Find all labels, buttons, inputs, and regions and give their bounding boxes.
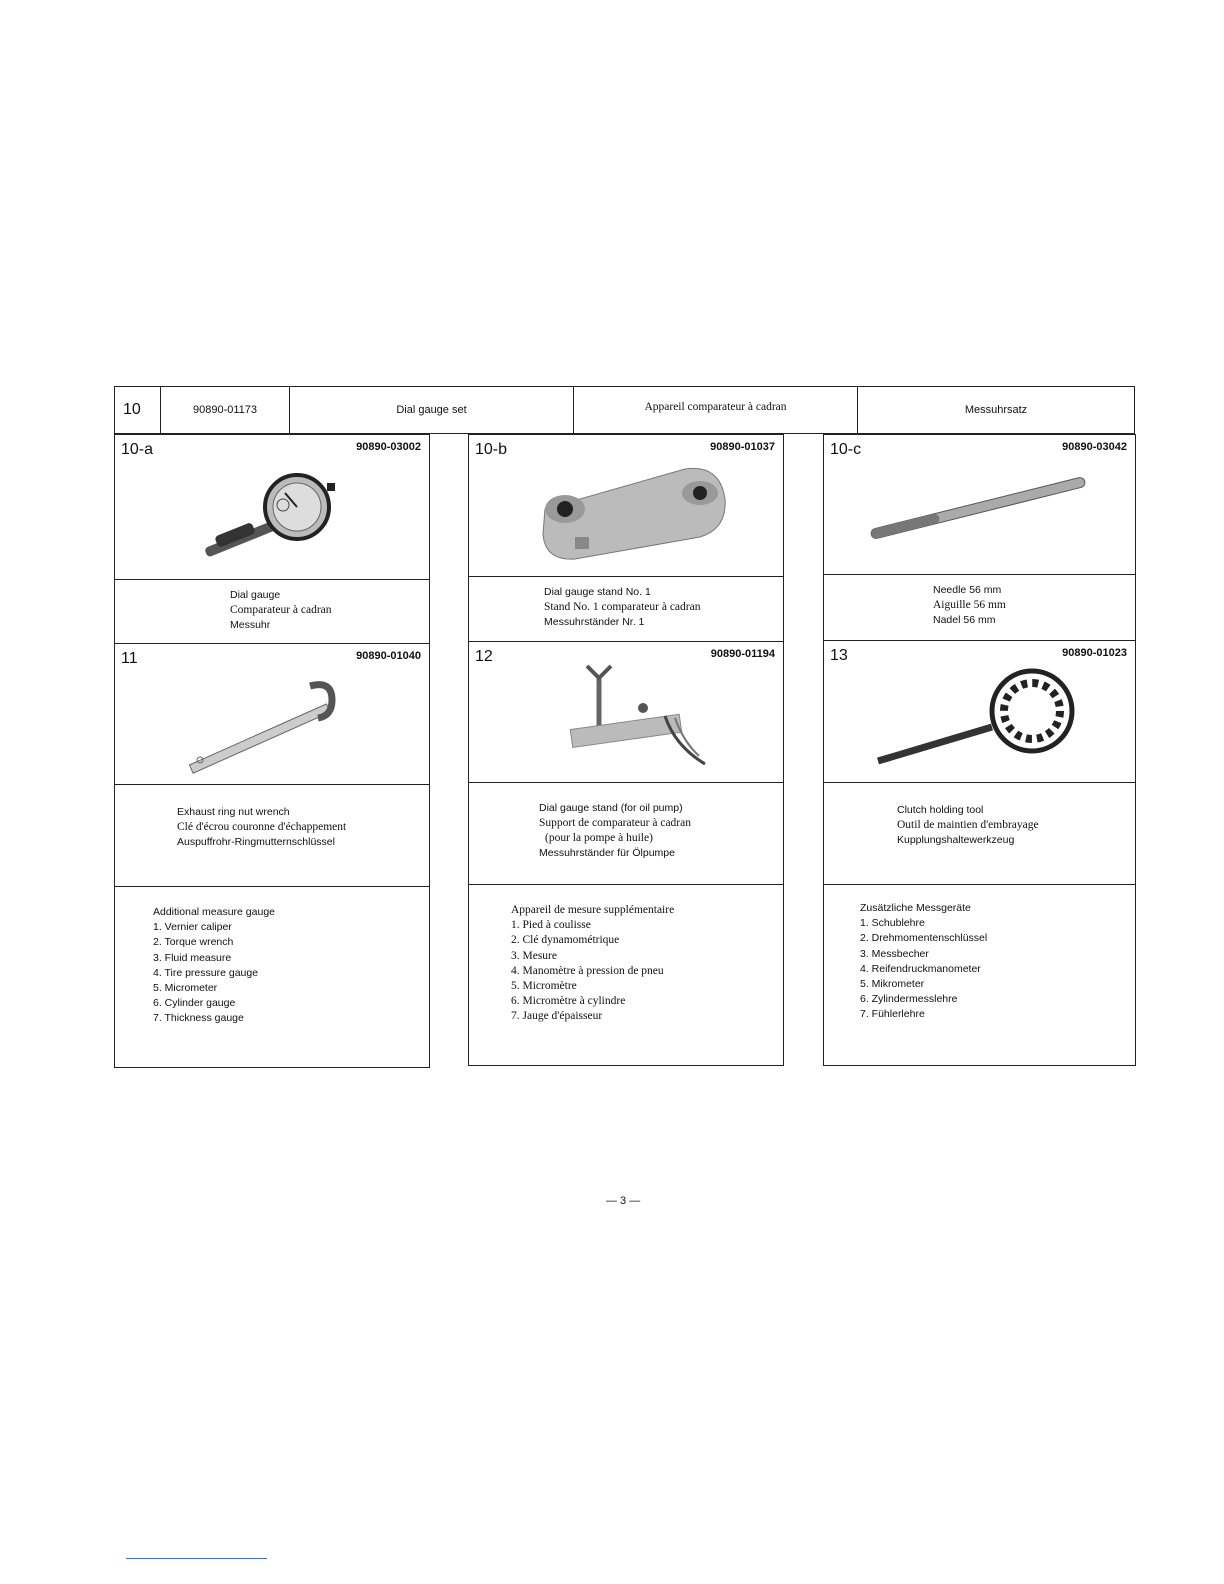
desc-fr: Support de comparateur à cadran	[539, 817, 691, 829]
desc-en: Dial gauge	[230, 589, 281, 601]
part-number: 90890-03002	[356, 441, 421, 453]
item-10c-image-cell	[824, 435, 1135, 575]
part-number: 90890-01037	[710, 441, 775, 453]
additional-title: Zusätzliche Messgeräte	[860, 902, 971, 914]
item-description	[933, 583, 1006, 628]
needle-icon	[862, 463, 1102, 553]
list-item: 2. Clé dynamométrique	[511, 934, 620, 947]
list-item: 7. Thickness gauge	[153, 1012, 244, 1025]
additional-list	[860, 901, 987, 1023]
item-description	[230, 588, 332, 633]
item-description	[544, 585, 700, 630]
clutch-holding-tool-icon	[872, 661, 1092, 773]
item-13-desc-cell	[824, 783, 1135, 885]
list-item: 6. Micromètre à cylindre	[511, 995, 626, 1008]
part-number: 90890-01194	[710, 648, 775, 660]
list-item: 7. Fühlerlehre	[860, 1008, 925, 1021]
list-item: 4. Manomètre à pression de pneu	[511, 964, 664, 977]
header-part-number: 90890-01173	[161, 387, 290, 433]
desc-en: Clutch holding tool	[897, 804, 984, 816]
additional-list	[153, 905, 275, 1027]
column-3	[823, 434, 1136, 1066]
item-10a-desc-cell	[115, 580, 429, 644]
item-11-desc-cell	[115, 785, 429, 887]
item-13-image-cell	[824, 641, 1135, 783]
list-item: 5. Mikrometer	[860, 978, 925, 991]
part-number: 90890-03042	[1062, 441, 1127, 453]
part-number: 90890-01023	[1062, 647, 1127, 659]
list-item: 4. Tire pressure gauge	[153, 966, 259, 979]
desc-de: Auspuffrohr-Ringmutternschlüssel	[177, 836, 335, 848]
item-12-desc-cell	[469, 783, 783, 885]
desc-fr: Comparateur à cadran	[230, 604, 332, 616]
dial-gauge-stand-icon	[535, 459, 735, 569]
list-item: 5. Micrometer	[153, 982, 218, 995]
header-name-de: Messuhrsatz	[964, 404, 1028, 416]
desc-de: Messuhr	[230, 619, 271, 631]
additional-en-cell	[115, 887, 429, 1069]
desc-de: Messuhrständer Nr. 1	[544, 616, 645, 628]
item-11-image-cell	[115, 644, 429, 785]
item-number: 12	[475, 648, 493, 665]
item-10c-desc-cell	[824, 575, 1135, 641]
column-2	[468, 434, 784, 1066]
item-number: 13	[830, 647, 848, 664]
desc-en: Needle 56 mm	[933, 584, 1002, 596]
header-name-fr: Appareil comparateur à cadran	[574, 387, 858, 433]
item-description	[897, 803, 1039, 848]
header-name-en: Dial gauge set	[290, 387, 574, 433]
list-item: 4. Reifendruckmanometer	[860, 962, 981, 975]
list-item: 3. Fluid measure	[153, 951, 232, 964]
header-row	[114, 386, 1135, 434]
oil-pump-stand-icon	[565, 656, 715, 776]
dial-gauge-icon	[195, 465, 355, 565]
list-item: 1. Vernier caliper	[153, 921, 232, 934]
item-number: 11	[121, 650, 138, 667]
desc-en: Dial gauge stand No. 1	[544, 586, 651, 598]
list-item: 5. Micromètre	[511, 980, 577, 993]
list-item: 1. Pied à coulisse	[511, 919, 591, 932]
item-10b-desc-cell	[469, 577, 783, 642]
item-number: 10-c	[830, 441, 862, 458]
item-10b-image-cell	[469, 435, 783, 577]
ring-nut-wrench-icon	[180, 664, 350, 774]
additional-de-cell	[824, 885, 1135, 1067]
list-item: 2. Torque wrench	[153, 936, 234, 949]
desc-de: Kupplungshaltewerkzeug	[897, 834, 1015, 846]
item-number: 10-b	[475, 441, 508, 458]
desc-de: Messuhrständer für Ölpumpe	[539, 847, 675, 859]
desc-de: Nadel 56 mm	[933, 614, 996, 626]
additional-title: Additional measure gauge	[153, 906, 276, 918]
list-item: 3. Messbecher	[860, 947, 929, 960]
footer-divider	[126, 1558, 267, 1559]
desc-fr: Aiguille 56 mm	[933, 599, 1006, 611]
item-description	[539, 801, 691, 861]
desc-fr: (pour la pompe à huile)	[545, 832, 653, 844]
item-description	[177, 805, 346, 850]
list-item: 1. Schublehre	[860, 917, 925, 930]
item-12-image-cell	[469, 642, 783, 783]
additional-list	[511, 903, 674, 1025]
column-1	[114, 434, 430, 1068]
list-item: 3. Mesure	[511, 949, 557, 962]
desc-en: Dial gauge stand (for oil pump)	[539, 802, 683, 814]
list-item: 6. Cylinder gauge	[153, 997, 236, 1010]
desc-fr: Clé d'écrou couronne d'échappement	[177, 821, 347, 833]
header-number: 10	[115, 387, 161, 433]
additional-fr-cell	[469, 885, 783, 1067]
list-item: 2. Drehmomentenschlüssel	[860, 932, 988, 945]
list-item: 6. Zylindermesslehre	[860, 993, 958, 1006]
item-10a-image-cell	[115, 435, 429, 580]
desc-en: Exhaust ring nut wrench	[177, 806, 290, 818]
page-number: — 3 —	[606, 1195, 641, 1207]
part-number: 90890-01040	[356, 650, 421, 662]
desc-fr: Outil de maintien d'embrayage	[897, 819, 1039, 831]
item-number: 10-a	[121, 441, 154, 458]
list-item: 7. Jauge d'épaisseur	[511, 1010, 603, 1023]
additional-title: Appareil de mesure supplémentaire	[511, 904, 675, 916]
desc-fr: Stand No. 1 comparateur à cadran	[544, 601, 701, 613]
